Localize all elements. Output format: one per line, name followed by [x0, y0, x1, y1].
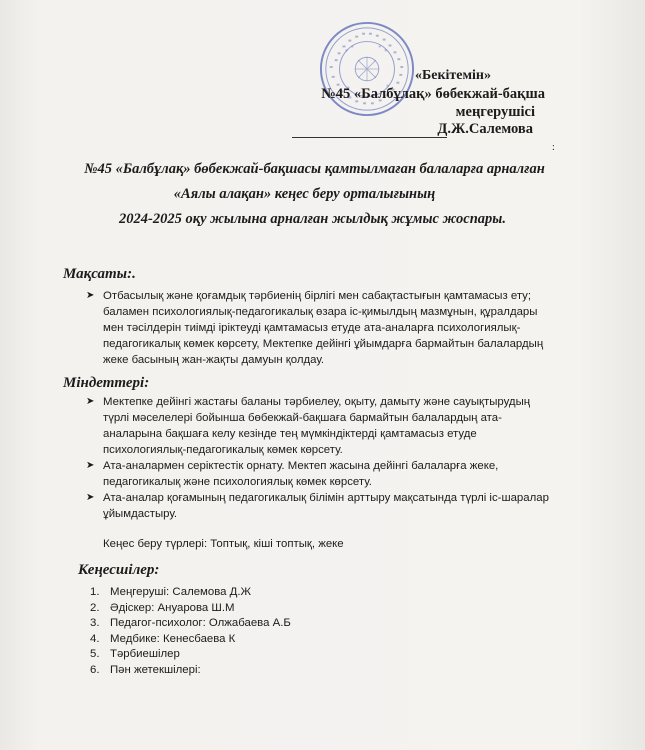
list-item-number: 4.: [90, 632, 100, 645]
list-item-text: Пән жетекшілері:: [110, 663, 201, 676]
list-item: [90, 585, 291, 601]
tasks-section-title: Міндеттері:: [63, 375, 150, 391]
advisors-list: [90, 585, 291, 679]
arrow-bullet-icon: ➤: [86, 290, 95, 301]
task-item-text: Ата-аналармен серіктестік орнату. Мектеп жасына дейінгі балаларға жеке, педагогикалық және психологиялық көмек көрсету.: [103, 460, 499, 488]
document-heading-line-1: №45 «Балбұлақ» бөбекжай-бақшасы қамтылмаған балаларға арналған: [84, 161, 545, 177]
list-item-text: Медбике: Кенесбаева К: [110, 632, 236, 645]
list-item-text: Педагог-психолог: Олжабаева А.Б: [110, 617, 291, 630]
task-item: [86, 458, 556, 490]
approval-role: меңгерушісі: [455, 104, 535, 120]
advisors-section-title: Кеңесшілер:: [78, 562, 160, 578]
goal-item-text: Отбасылық және қоғамдық тәрбиенің бірлігі мен сабақтастығын қамтамасыз ету; баламен психологиялық-педагогикалық өзара іс-қимылдың мазмұнын, құралдары мен тәсілдерін тиімді іріктеуді қамтамасыз етуде ата-аналарға психологиялық-педагогикалық көмек көрсету, Мектепке дейінгі ұйымдарға бармайтын балалардың жеке басының жан-жақты дамуын қолдау.: [103, 290, 544, 366]
scan-mark: :: [552, 142, 555, 153]
goal-list: [86, 288, 556, 368]
approval-name: Д.Ж.Салемова: [437, 121, 533, 137]
goal-item: [86, 288, 556, 368]
tasks-list: [86, 394, 556, 552]
task-item-text: Ата-аналар қоғамының педагогикалық білімін арттыру мақсатында түрлі іс-шаралар ұйымдастыру.: [103, 492, 549, 520]
goal-section-title: Мақсаты:.: [63, 266, 136, 282]
list-item-number: 1.: [90, 586, 100, 598]
document-heading-line-2: «Аялы алақан» кеңес беру орталығының: [173, 186, 436, 202]
list-item: [90, 647, 291, 663]
task-item-text: Мектепке дейінгі жастағы баланы тәрбиелеу, оқыту, дамыту және сауықтырудың түрлі мәселелері бойынша бөбекжай-бақшаға бармайтын балалардың ата-аналарына бақшаға келу кезінде тең мүмкіндіктерді қамтамасыз етуде психологиялық-педагогикалық көмек көрсету.: [103, 396, 531, 456]
list-item: [90, 632, 291, 648]
arrow-bullet-icon: ➤: [86, 396, 95, 407]
list-item-text: Әдіскер: Ануарова Ш.М: [110, 601, 235, 614]
round-seal-stamp: [318, 20, 416, 118]
list-item-number: 2.: [90, 601, 100, 614]
arrow-bullet-icon: ➤: [86, 492, 95, 503]
task-item: [86, 490, 556, 522]
list-item: [90, 663, 291, 679]
signature-line: [292, 137, 447, 138]
list-item: [90, 616, 291, 632]
arrow-bullet-icon: ➤: [86, 460, 95, 471]
list-item-number: 6.: [90, 663, 100, 676]
advice-types: Кеңес беру түрлері: Топтық, кіші топтық, жеке: [103, 538, 344, 550]
list-item-text: Тәрбиешілер: [110, 648, 180, 661]
list-item-number: 5.: [90, 648, 100, 661]
list-item-number: 3.: [90, 617, 100, 630]
document-heading-line-3: 2024-2025 оқу жылына арналған жылдық жұмыс жоспары.: [119, 211, 506, 227]
list-item-text: Меңгеруші: Салемова Д.Ж: [110, 586, 252, 598]
approval-organization: №45 «Балбұлақ» бөбекжай-бақша: [321, 86, 545, 102]
task-item: [86, 394, 556, 458]
approval-title: «Бекітемін»: [414, 68, 491, 83]
list-item: [90, 601, 291, 617]
